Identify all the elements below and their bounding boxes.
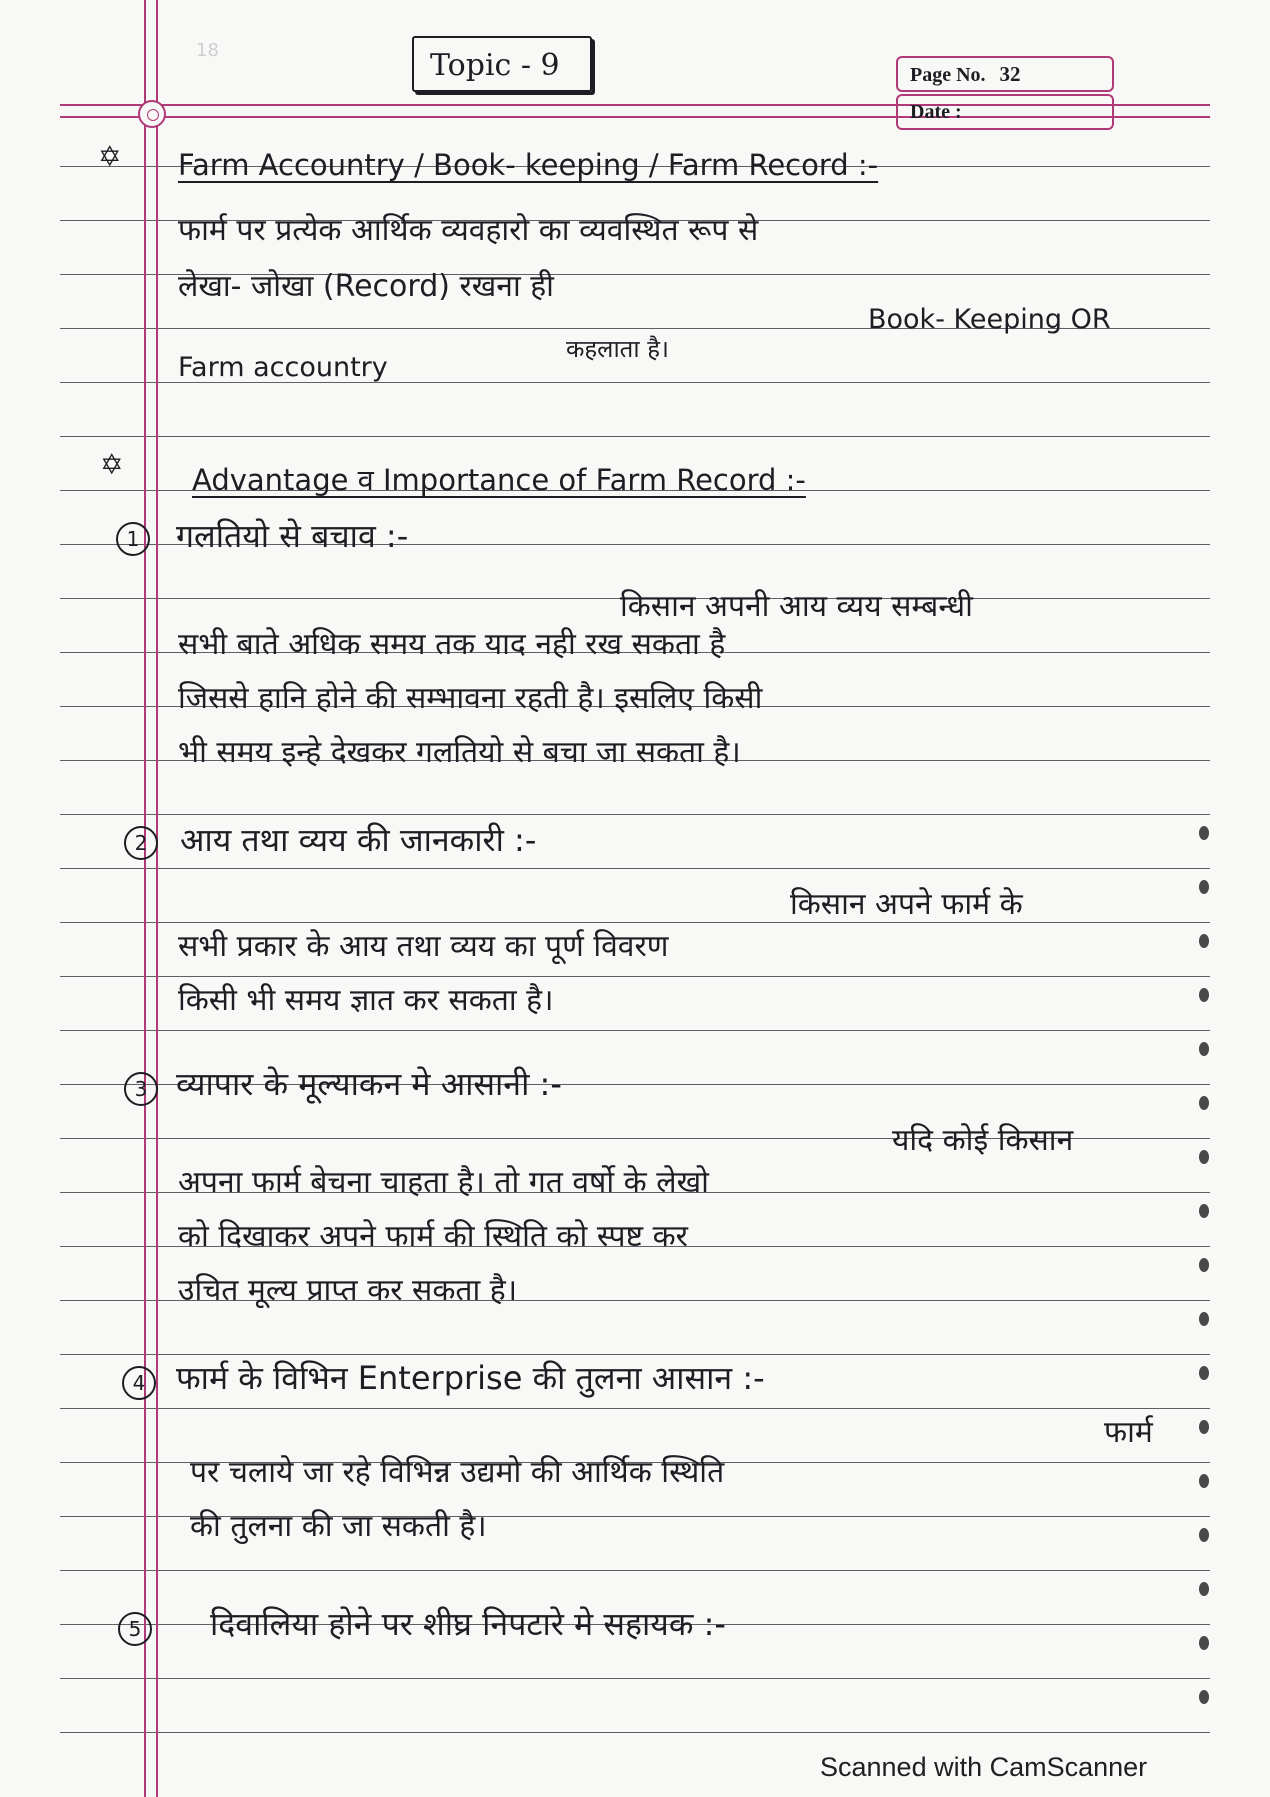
ruled-line [60, 922, 1210, 923]
star-bullet-icon: ✡ [98, 140, 122, 173]
point-number-badge: 1 [116, 522, 150, 556]
margin-line [144, 0, 146, 1797]
topic-box: Topic - 9 [412, 36, 592, 92]
star-bullet-icon: ✡ [100, 448, 124, 481]
date-box [896, 94, 1114, 130]
margin-line [156, 0, 158, 1797]
binding-hole-icon [1199, 1420, 1209, 1434]
paragraph-line: फार्म पर प्रत्येक आर्थिक व्यवहारो का व्यवस्थित रूप से [178, 213, 759, 248]
binding-hole-icon [1199, 1096, 1209, 1110]
paragraph-line: Book- Keeping OR [868, 304, 1111, 335]
binding-hole-icon [1199, 1636, 1209, 1650]
binding-hole-icon [1199, 934, 1209, 948]
ruled-line [60, 1408, 1210, 1409]
ruled-line [60, 814, 1210, 815]
binding-hole-icon [1199, 880, 1209, 894]
margin-circle-icon [138, 100, 166, 128]
ruled-line [60, 436, 1210, 437]
ruled-line [60, 1030, 1210, 1031]
binding-hole-icon [1199, 1528, 1209, 1542]
section-heading: Farm Accountry / Book- keeping / Farm Record :- [178, 148, 879, 182]
ruled-line [60, 1678, 1210, 1679]
paragraph-line: सभी प्रकार के आय तथा व्यय का पूर्ण विवरण [178, 929, 669, 964]
date-label: Date : [910, 101, 962, 123]
paragraph-line: किसान अपने फार्म के [790, 887, 1023, 922]
point-number-badge: 2 [124, 826, 158, 860]
binding-hole-icon [1199, 1366, 1209, 1380]
paragraph-line: किसान अपनी आय व्यय सम्बन्धी [620, 589, 973, 624]
page-no-value: 32 [999, 62, 1021, 86]
ruled-line [60, 868, 1210, 869]
point-number-badge: 3 [124, 1072, 158, 1106]
point-heading: व्यापार के मूल्याकन मे आसानी :- [176, 1065, 562, 1103]
paragraph-line: को दिखाकर अपने फार्म की स्थिति को स्पष्ट कर [178, 1219, 688, 1254]
paragraph-line: की तुलना की जा सकती है। [190, 1509, 487, 1544]
binding-hole-icon [1199, 1258, 1209, 1272]
paragraph-line: किसी भी समय ज्ञात कर सकता है। [178, 983, 554, 1018]
paragraph-line: अपना फार्म बेचना चाहता है। तो गत वर्षो के लेखो [178, 1165, 709, 1200]
section-heading: Advantage व Importance of Farm Record :- [192, 463, 806, 497]
paragraph-line: सभी बाते अधिक समय तक याद नही रख सकता है [178, 627, 726, 662]
ruled-line [60, 1570, 1210, 1571]
binding-hole-icon [1199, 1150, 1209, 1164]
paragraph-line: उचित मूल्य प्राप्त कर सकता है। [178, 1273, 518, 1308]
binding-hole-icon [1199, 1042, 1209, 1056]
ruled-line [60, 1732, 1210, 1733]
binding-hole-icon [1199, 1204, 1209, 1218]
scanner-watermark: Scanned with CamScanner [820, 1752, 1148, 1782]
ruled-line [60, 976, 1210, 977]
binding-hole-icon [1199, 1474, 1209, 1488]
page-number-box [896, 56, 1114, 92]
paragraph-line: यदि कोई किसान [892, 1123, 1074, 1158]
point-heading: दिवालिया होने पर शीघ्र निपटारे मे सहायक :- [210, 1605, 726, 1643]
point-heading: गलतियो से बचाव :- [176, 517, 409, 555]
ruled-line [60, 1354, 1210, 1355]
page-no-label: Page No. [910, 64, 986, 86]
point-number-badge: 5 [118, 1612, 152, 1646]
binding-hole-icon [1199, 1312, 1209, 1326]
paragraph-line: फार्म [1104, 1415, 1153, 1450]
paragraph-line: जिससे हानि होने की सम्भावना रहती है। इसलिए किसी [178, 681, 763, 716]
binding-hole-icon [1199, 988, 1209, 1002]
point-heading: फार्म के विभिन Enterprise की तुलना आसान :- [176, 1359, 765, 1397]
paragraph-line: भी समय इन्हे देखकर गलतियो से बचा जा सकता है। [178, 735, 741, 770]
stray-mark: 18 [196, 40, 219, 61]
point-heading: आय तथा व्यय की जानकारी :- [180, 821, 537, 859]
binding-hole-icon [1199, 1582, 1209, 1596]
paragraph-line: कहलाता है। [566, 335, 670, 363]
paragraph-line: पर चलाये जा रहे विभिन्न उद्यमो की आर्थिक स्थिति [190, 1455, 725, 1490]
paragraph-line: Farm accountry [178, 352, 388, 383]
point-number-badge: 4 [122, 1366, 156, 1400]
paragraph-line: लेखा- जोखा (Record) रखना ही [178, 269, 554, 304]
binding-hole-icon [1199, 826, 1209, 840]
binding-hole-icon [1199, 1690, 1209, 1704]
